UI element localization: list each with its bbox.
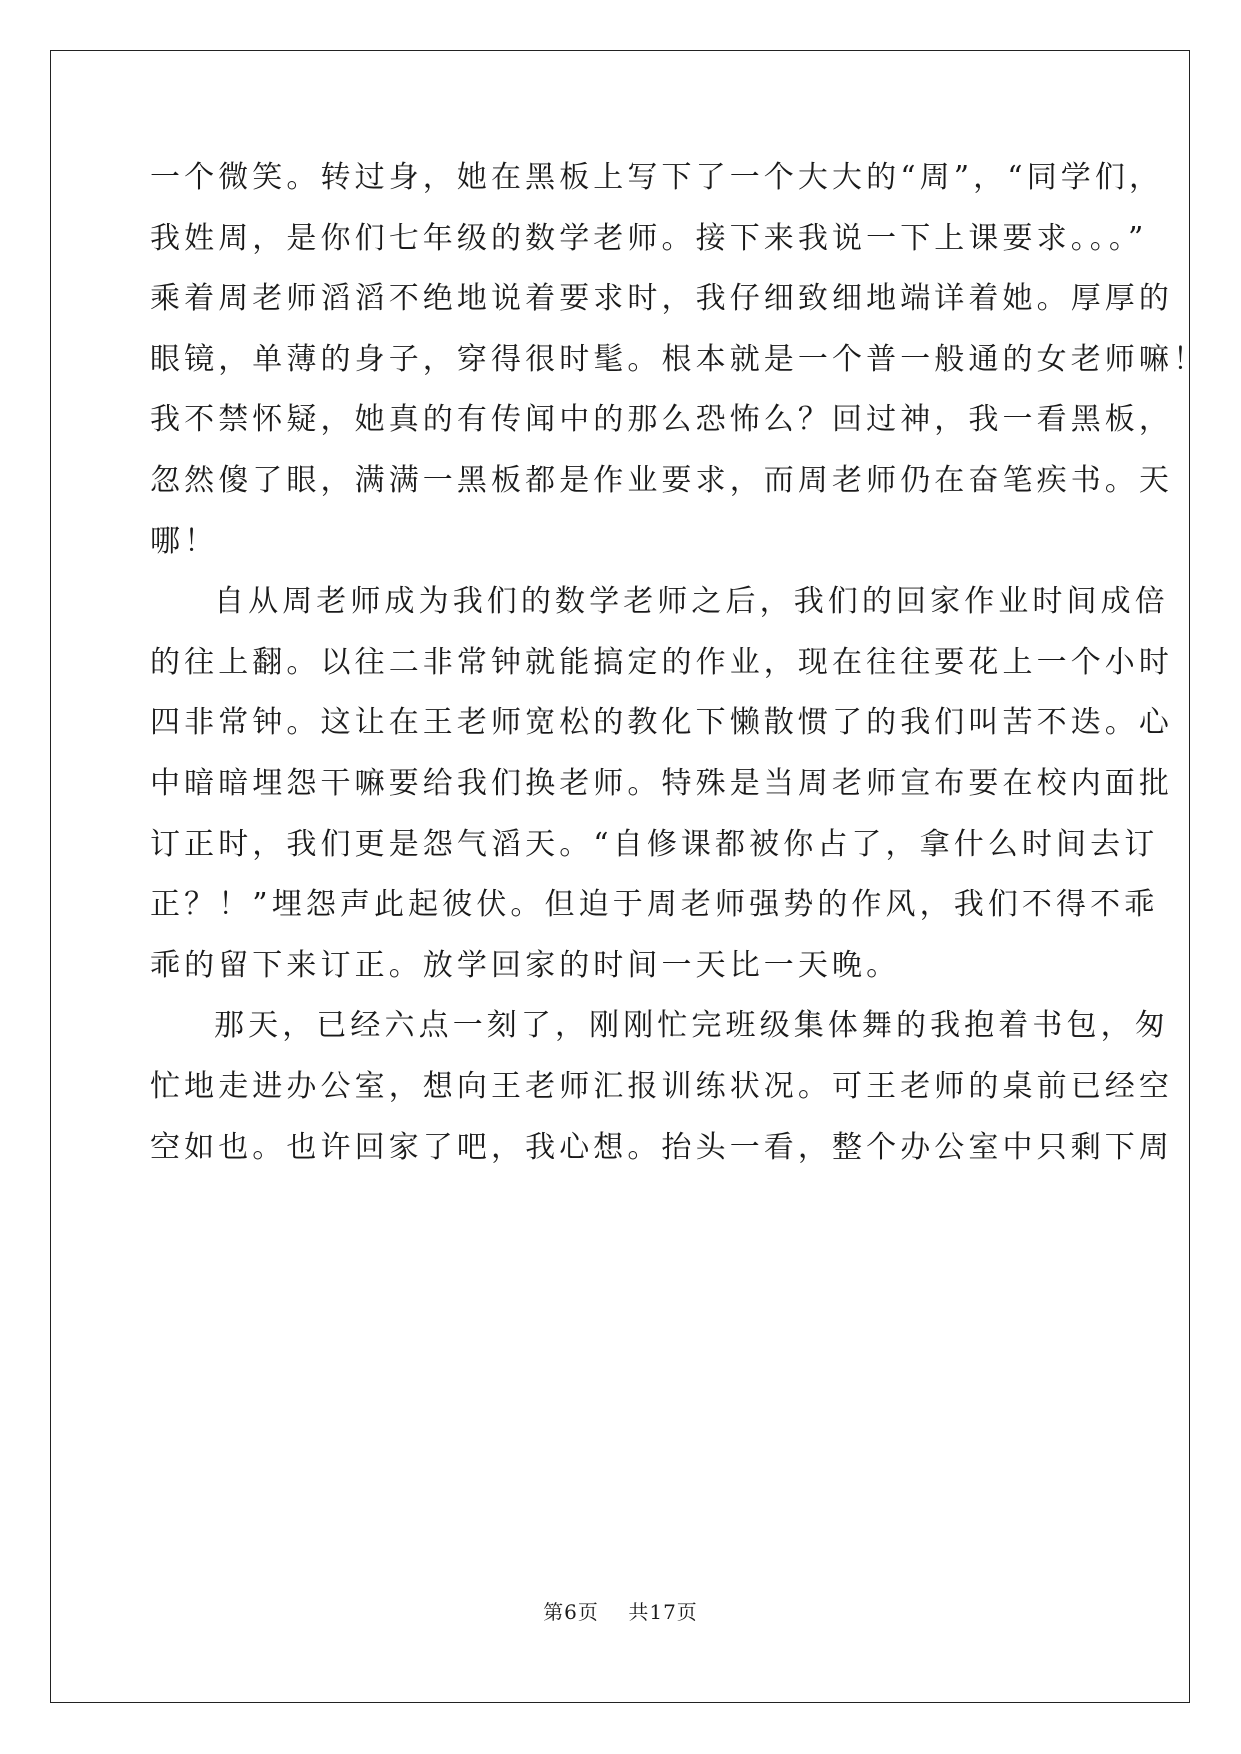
text-line: 眼镜，单薄的身子，穿得很时髦。根本就是一个普一般通的女老师嘛！	[150, 341, 1208, 377]
text-line: 乘着周老师滔滔不绝地说着要求时，我仔细致细地端详着她。厚厚的	[150, 281, 1173, 317]
paragraph-first-line: 那天，已经六点一刻了，刚刚忙完班级集体舞的我抱着书包，匆	[214, 1008, 1169, 1044]
text-line: 我不禁怀疑，她真的有传闻中的那么恐怖么？回过神，我一看黑板，	[150, 402, 1173, 438]
text-line: 一个微笑。转过身，她在黑板上写下了一个大大的“周”，“同学们，	[150, 160, 1164, 195]
text-line: 正？！”埋怨声此起彼伏。但迫于周老师强势的作风，我们不得不乖	[150, 887, 1159, 923]
text-line: 哪！	[150, 523, 219, 559]
page-total: 共17页	[628, 1600, 698, 1624]
page-footer	[0, 1596, 1241, 1625]
text-line: 忽然傻了眼，满满一黑板都是作业要求，而周老师仍在奋笔疾书。天	[150, 462, 1173, 498]
text-line: 订正时，我们更是怨气滔天。“自修课都被你占了，拿什么时间去订	[150, 826, 1159, 862]
page-number: 第6页	[543, 1600, 599, 1624]
text-line: 中暗暗埋怨干嘛要给我们换老师。特殊是当周老师宣布要在校内面批	[150, 765, 1173, 801]
text-line: 我姓周，是你们七年级的数学老师。接下来我说一下上课要求。。。”	[150, 220, 1148, 256]
text-line: 忙地走进办公室，想向王老师汇报训练状况。可王老师的桌前已经空	[150, 1068, 1173, 1104]
text-line: 乖的留下来订正。放学回家的时间一天比一天晚。	[150, 947, 901, 983]
text-line: 空如也。也许回家了吧，我心想。抬头一看，整个办公室中只剩下周	[150, 1129, 1173, 1165]
document-body	[150, 148, 1208, 1178]
text-line: 四非常钟。这让在王老师宽松的教化下懒散惯了的我们叫苦不迭。心	[150, 705, 1173, 741]
text-line: 的往上翻。以往二非常钟就能搞定的作业，现在往往要花上一个小时	[150, 644, 1173, 680]
paragraph-first-line: 自从周老师成为我们的数学老师之后，我们的回家作业时间成倍	[214, 584, 1169, 620]
